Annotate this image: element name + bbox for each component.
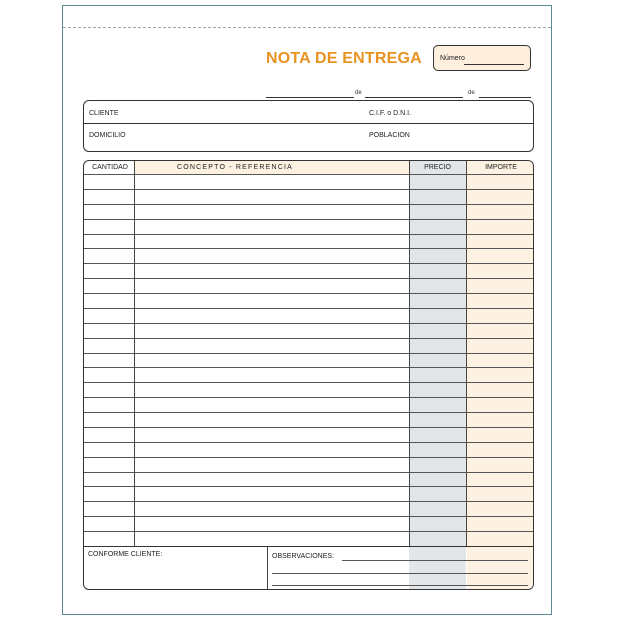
items-table bbox=[83, 160, 534, 590]
row-rule bbox=[84, 234, 533, 235]
importe-column-bg bbox=[467, 161, 534, 589]
date-month-line[interactable] bbox=[365, 97, 463, 98]
numero-field[interactable] bbox=[433, 45, 531, 71]
client-divider bbox=[84, 123, 533, 124]
row-rule bbox=[84, 248, 533, 249]
date-year-line[interactable] bbox=[479, 97, 531, 98]
precio-column-bg bbox=[409, 161, 466, 589]
header-precio: PRECIO bbox=[424, 164, 451, 171]
observaciones-line-3[interactable] bbox=[272, 585, 528, 586]
row-rule bbox=[84, 308, 533, 309]
cliente-label: CLIENTE bbox=[89, 110, 119, 117]
row-rule bbox=[84, 382, 533, 383]
perforation-line bbox=[63, 27, 551, 28]
row-rule bbox=[84, 472, 533, 473]
row-rule bbox=[84, 412, 533, 413]
date-de-label-2: de bbox=[468, 90, 475, 96]
row-rule bbox=[84, 531, 533, 532]
row-rule bbox=[84, 263, 533, 264]
poblacion-label: POBLACION bbox=[369, 132, 410, 139]
row-rule bbox=[84, 353, 533, 354]
row-rule bbox=[84, 501, 533, 502]
numero-line bbox=[464, 64, 524, 65]
domicilio-label: DOMICILIO bbox=[89, 132, 126, 139]
observaciones-label: OBSERVACIONES: bbox=[272, 553, 334, 560]
observaciones-line-2[interactable] bbox=[272, 573, 528, 574]
document-title: NOTA DE ENTREGA bbox=[266, 50, 422, 67]
row-rule bbox=[84, 293, 533, 294]
row-rule bbox=[84, 204, 533, 205]
row-rule bbox=[84, 442, 533, 443]
delivery-note-form bbox=[62, 5, 552, 615]
divider-conforme bbox=[267, 546, 268, 590]
row-rule bbox=[84, 397, 533, 398]
row-rule bbox=[84, 323, 533, 324]
row-rule bbox=[84, 338, 533, 339]
cif-label: C.I.F. o D.N.I. bbox=[369, 110, 412, 117]
row-rule bbox=[84, 457, 533, 458]
header-importe: IMPORTE bbox=[485, 164, 517, 171]
table-body-bottom-rule bbox=[84, 546, 533, 547]
header-rule bbox=[84, 174, 533, 175]
row-rule bbox=[84, 189, 533, 190]
header-concepto: CONCEPTO - REFERENCIA bbox=[176, 164, 294, 171]
header-cantidad: CANTIDAD bbox=[92, 164, 128, 171]
row-rule bbox=[84, 367, 533, 368]
row-rule bbox=[84, 219, 533, 220]
row-rule bbox=[84, 278, 533, 279]
row-rule bbox=[84, 486, 533, 487]
conforme-cliente-label: CONFORME CLIENTE: bbox=[88, 551, 163, 558]
observaciones-line-1[interactable] bbox=[342, 560, 528, 561]
numero-label: Número bbox=[440, 55, 465, 62]
client-info-box bbox=[83, 100, 534, 152]
date-de-label-1: de bbox=[355, 90, 362, 96]
row-rule bbox=[84, 516, 533, 517]
date-place-line[interactable] bbox=[266, 97, 354, 98]
row-rule bbox=[84, 427, 533, 428]
